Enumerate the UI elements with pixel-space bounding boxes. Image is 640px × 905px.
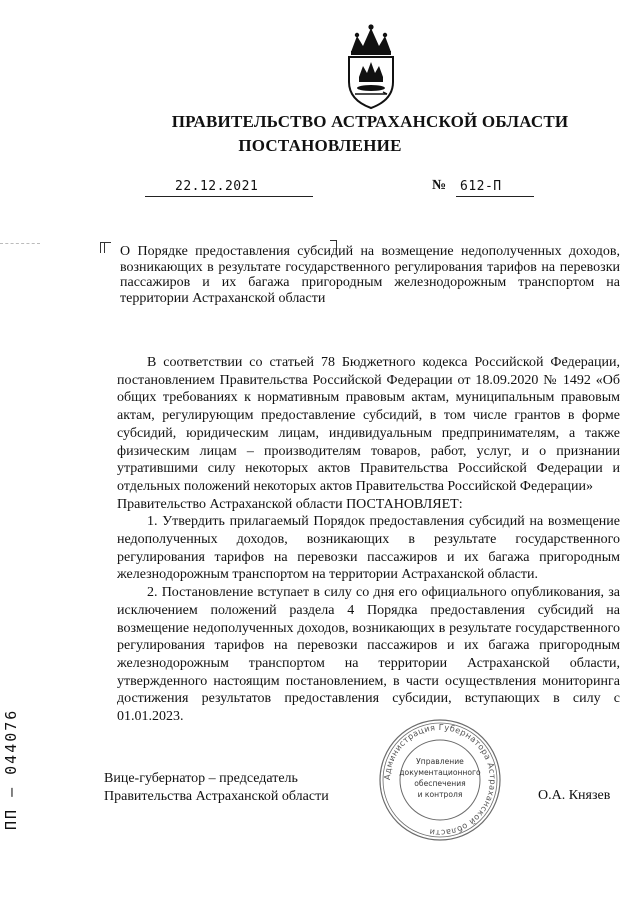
subject-text: О Порядке предоставления субсидий на возмещение недополученных доходов, возникающих в результате государственного регулирования тарифов на перевозки пассажиров и их багажа пригородным железнодорожным транспортом на территории Астраханской области bbox=[120, 244, 620, 306]
stamp-ring-text: Администрация Губернатора Астраханской области bbox=[381, 721, 499, 839]
document-body bbox=[117, 354, 620, 726]
number-label: № bbox=[432, 178, 447, 193]
signer-name: О.А. Князев bbox=[538, 788, 611, 803]
document-subject bbox=[120, 244, 620, 306]
signer-title-line-1: Вице-губернатор – председатель bbox=[104, 771, 298, 786]
signer-title-line-2: Правительства Астраханской области bbox=[104, 789, 329, 804]
document-date: 22.12.2021 bbox=[175, 179, 259, 194]
organization-title: ПРАВИТЕЛЬСТВО АСТРАХАНСКОЙ ОБЛАСТИ bbox=[171, 112, 569, 131]
stamp-center-line-1: Управление bbox=[416, 757, 464, 766]
side-serial-text: ПП – 044076 bbox=[2, 708, 20, 830]
preamble-paragraph: В соответствии со статьей 78 Бюджетного кодекса Российской Федерации, постановлением Правительства Российской Федерации от 18.09.2020 № 1492 «Об общих требованиях к нормативным правовым актам, муниципальным правовым актам, регулирующим предоставление субсидий, в том числе грантов в форме субсидий, юридическим лицам, индивидуальным предпринимателям, а также физическим лицам – производителям товаров, работ, услуг, и о признании утратившими силу некоторых актов Правительства Российской Федерации и отдельных положений некоторых актов Правительства Российской Федерации» bbox=[117, 355, 620, 494]
official-stamp bbox=[378, 718, 502, 842]
coat-of-arms-crest bbox=[337, 22, 405, 110]
signer-title bbox=[104, 770, 329, 806]
document-type: ПОСТАНОВЛЕНИЕ bbox=[238, 136, 402, 155]
subject-corner-left-inner bbox=[104, 242, 111, 253]
margin-fold-mark bbox=[0, 243, 40, 244]
side-serial-number bbox=[2, 708, 42, 870]
item-1-paragraph: 1. Утвердить прилагаемый Порядок предоставления субсидий на возмещение недополученных доходов, возникающих в результате государственного регулирования тарифов на перевозки пассажиров и их багажа пригородным железнодорожным транспортом на территории Астраханской области. bbox=[117, 514, 620, 583]
stamp-center-line-2: документационного bbox=[399, 768, 481, 777]
stamp-center-line-4: и контроля bbox=[417, 790, 463, 799]
item-2-paragraph: 2. Постановление вступает в силу со дня его официального опубликования, за исключением положений раздела 4 Порядка предоставления субсидий на возмещение недополученных доходов, возникающих в результате государственного регулирования тарифов на перевозки пассажиров и их багажа пригородным железнодорожным транспортом на территории Астраханской области, утвержденного настоящим постановлением, в части осуществления мониторинга достижения результатов предоставления субсидии, вступающих в силу с 01.01.2023. bbox=[117, 585, 620, 725]
stamp-center-line-3: обеспечения bbox=[414, 779, 466, 788]
document-number: 612-П bbox=[460, 179, 502, 194]
resolves-line: Правительство Астраханской области ПОСТАНОВЛЯЕТ: bbox=[117, 496, 463, 512]
